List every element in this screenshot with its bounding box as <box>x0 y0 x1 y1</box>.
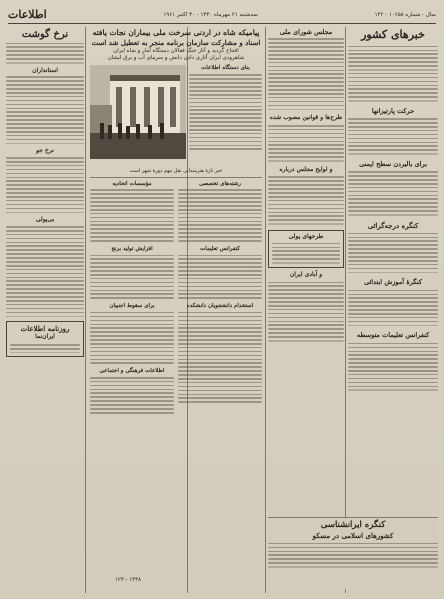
lead-story-body <box>90 65 262 165</box>
masthead <box>8 6 436 24</box>
article-text <box>10 344 80 353</box>
dateline: سه‌شنبه ۲۱ مهرماه ۱۳۴۰ - ۳۰ اکتبر ۱۹۶۱ <box>163 11 258 18</box>
column-rule <box>265 27 266 593</box>
advert-box <box>6 321 84 357</box>
article-text <box>268 543 438 568</box>
bottom-story <box>268 517 438 589</box>
article-text <box>268 38 344 110</box>
building-photo <box>90 65 186 159</box>
article-text <box>348 343 438 391</box>
subheading: کنفرانس تعلیمات <box>200 245 240 252</box>
news-photo <box>90 65 185 159</box>
building-illustration <box>90 65 186 159</box>
article-text <box>6 226 84 317</box>
center-lower <box>90 181 262 414</box>
bottom-headline: کنگره ایرانشناسی <box>320 520 386 530</box>
left-column <box>6 27 84 589</box>
folio <box>88 577 168 589</box>
subheading: طرح‌ها و قوانین مصوب شده <box>269 114 343 122</box>
article-text <box>348 46 438 102</box>
lead-deck-2: شاهرودی ایران آثاری دادن دانش و سرمای آب و برق ایشان <box>107 55 245 62</box>
subheading: برای سقوط اجنبیان <box>109 303 155 310</box>
article-text <box>6 76 84 144</box>
subheading: رشته‌های تخصصی <box>199 180 241 187</box>
photo-caption: خبر تازۀ هنرمندانی نقل مهم دورۀ شهر است <box>129 167 223 174</box>
lead-headline: پیامیکه شاه در اردنی سرخت ملی بیماران نجات یافته <box>92 28 260 37</box>
article-text <box>348 118 438 155</box>
article-text <box>90 181 174 414</box>
article-text <box>348 171 438 215</box>
article-text <box>268 176 344 224</box>
advert-subtitle: ایران‌نما <box>35 333 55 341</box>
subheading: استخدام دانشجویان دانشکده <box>186 303 254 310</box>
subheading: کنفرانس تعلیمات متوسطه <box>356 331 430 340</box>
divider <box>90 177 262 178</box>
newspaper-brand: اطلاعات <box>8 8 47 21</box>
folio-number: ۱۳۳۸ - ۱۲۳ <box>114 577 142 583</box>
column-rule <box>345 27 346 593</box>
subheading: بنای دستگاه اطلاعات <box>201 64 250 71</box>
section-title: نرخ گوشت <box>21 29 69 40</box>
lead-headline-2: اسناد و مشارکت سازمان برنامه منجر به تعطیل شد است <box>91 37 261 47</box>
columns-area <box>6 27 438 593</box>
lead-deck: افتتاح گردید و آثار جنگ فعالان دستگاه آمار و شاه ایران <box>113 47 239 54</box>
article-text <box>272 243 340 264</box>
article-text <box>348 233 438 274</box>
subheading: اطلاعات فرهنگی و اجتماعی <box>99 368 165 375</box>
section-title: خبرهای کشور <box>361 28 425 41</box>
article-text <box>189 65 262 165</box>
subheading: و لوایح مجلس درباره <box>279 165 333 173</box>
box-title: طرحهای پولی <box>288 232 324 240</box>
subheading: بی‌پولی <box>35 216 55 224</box>
article-text <box>178 181 262 414</box>
bottom-subheadline: کشورهای اسلامی در مسکو <box>312 530 394 540</box>
issue-number: سال - شماره ۱۰۶۵۸ - ۱۴۲ <box>374 11 436 18</box>
subheading: مؤسسات اتحادیه <box>112 180 152 187</box>
subheading: برای بالبردن سطح ایمنی <box>359 159 427 168</box>
subheading: حرکت پارتیزانها <box>371 106 415 115</box>
subheading: افزایش تولید برنج <box>111 245 153 252</box>
subheading: کنگرۀ آموزش ابتدائی <box>364 278 422 287</box>
subheading: و آبادی ایران <box>289 270 323 278</box>
section-title: مجلس شورای ملی <box>279 28 333 36</box>
advert-title: روزنامه اطلاعات <box>20 324 70 334</box>
article-text <box>6 157 84 213</box>
subheading: کنگره درجه‌گرائی <box>367 220 419 230</box>
article-text <box>268 282 344 342</box>
article-text <box>268 125 344 162</box>
mid-right-column <box>268 27 344 589</box>
article-text <box>348 290 438 327</box>
boxed-notice <box>268 230 344 268</box>
center-column <box>88 27 264 589</box>
right-column <box>348 27 438 589</box>
article-text <box>6 43 84 64</box>
subheading: نرخ جو <box>36 147 54 155</box>
divider <box>268 517 438 518</box>
subheading: استانداران <box>32 66 58 74</box>
column-rule <box>85 27 86 593</box>
